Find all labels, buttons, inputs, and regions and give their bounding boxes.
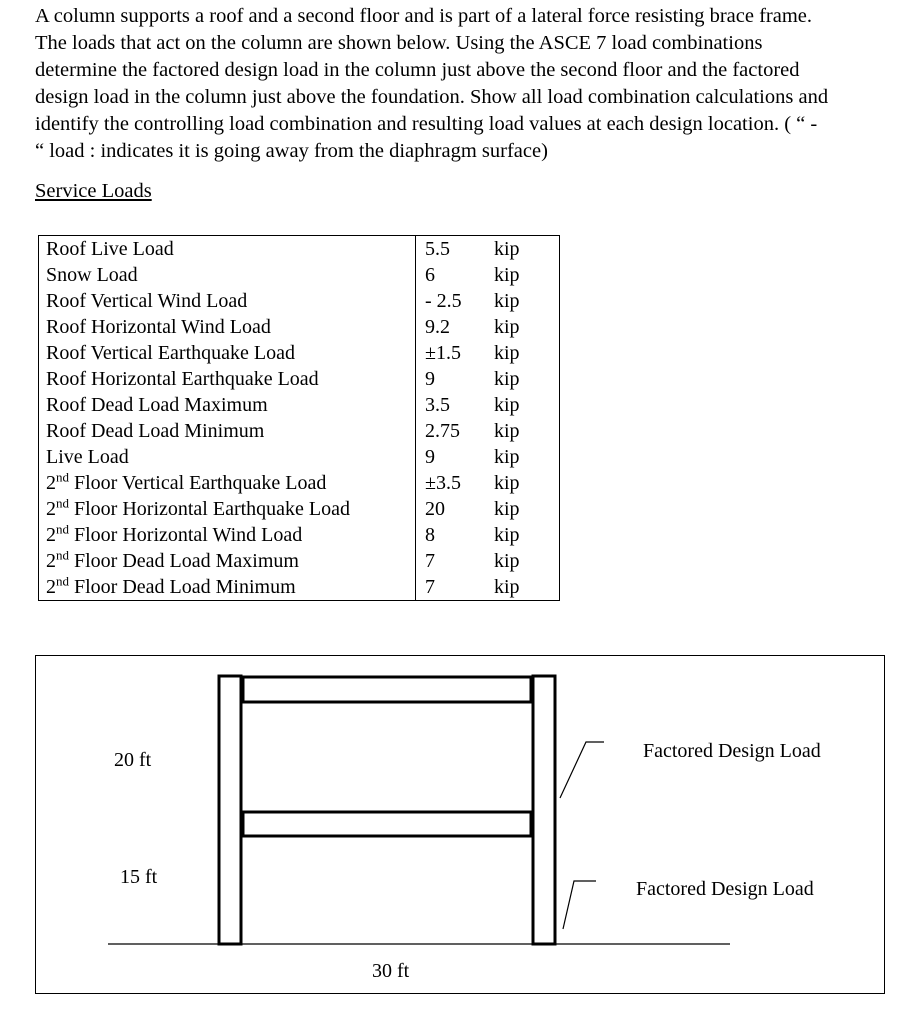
load-unit: kip: [494, 470, 560, 496]
table-row: [39, 236, 560, 263]
table-row: [39, 262, 560, 288]
problem-line-6: “ load : indicates it is going away from the diaphragm surface): [35, 140, 548, 162]
load-name: Roof Vertical Earthquake Load: [39, 340, 416, 366]
load-value: 9.2: [416, 314, 495, 340]
load-name: 2nd Floor Horizontal Earthquake Load: [39, 496, 416, 522]
load-unit: kip: [494, 392, 560, 418]
problem-statement: [35, 3, 905, 165]
upper-callout-label: Factored Design Load: [643, 740, 821, 762]
table-row: [39, 522, 560, 548]
load-name: Roof Dead Load Maximum: [39, 392, 416, 418]
table-row: [39, 314, 560, 340]
load-name: Live Load: [39, 444, 416, 470]
load-name: 2nd Floor Vertical Earthquake Load: [39, 470, 416, 496]
problem-line-2: The loads that act on the column are shown below. Using the ASCE 7 load combinations: [35, 32, 763, 54]
load-name: Snow Load: [39, 262, 416, 288]
load-unit: kip: [494, 574, 560, 601]
load-name: 2nd Floor Horizontal Wind Load: [39, 522, 416, 548]
load-value: 5.5: [416, 236, 495, 263]
upper-height-label: 20 ft: [114, 749, 152, 771]
load-unit: kip: [494, 548, 560, 574]
service-loads-title: Service Loads: [35, 180, 152, 202]
table-row: [39, 548, 560, 574]
load-name: 2nd Floor Dead Load Minimum: [39, 574, 416, 601]
lower-callout-leader: [563, 881, 596, 929]
load-value: 3.5: [416, 392, 495, 418]
table-row: [39, 392, 560, 418]
table-row: [39, 288, 560, 314]
load-value: ±3.5: [416, 470, 495, 496]
load-value: 9: [416, 444, 495, 470]
load-unit: kip: [494, 522, 560, 548]
load-unit: kip: [494, 444, 560, 470]
load-name: Roof Dead Load Minimum: [39, 418, 416, 444]
load-name: Roof Horizontal Wind Load: [39, 314, 416, 340]
load-name: Roof Live Load: [39, 236, 416, 263]
table-row: [39, 340, 560, 366]
frame-diagram: [35, 655, 885, 994]
left-column: [219, 676, 241, 944]
lower-callout-label: Factored Design Load: [636, 878, 814, 900]
table-row: [39, 496, 560, 522]
lower-height-label: 15 ft: [120, 866, 158, 888]
load-unit: kip: [494, 496, 560, 522]
span-label: 30 ft: [372, 960, 410, 982]
upper-callout-leader: [560, 742, 604, 798]
load-unit: kip: [494, 236, 560, 263]
load-unit: kip: [494, 418, 560, 444]
table-row: [39, 444, 560, 470]
roof-beam: [243, 677, 531, 702]
problem-line-1: A column supports a roof and a second floor and is part of a lateral force resisting brace frame.: [35, 5, 813, 27]
right-column: [533, 676, 555, 944]
load-value: 20: [416, 496, 495, 522]
table-row: [39, 470, 560, 496]
load-value: ±1.5: [416, 340, 495, 366]
load-value: 2.75: [416, 418, 495, 444]
load-unit: kip: [494, 262, 560, 288]
second-floor-beam: [243, 812, 531, 836]
table-row: [39, 574, 560, 601]
table-row: [39, 366, 560, 392]
load-name: Roof Horizontal Earthquake Load: [39, 366, 416, 392]
load-unit: kip: [494, 340, 560, 366]
load-unit: kip: [494, 314, 560, 340]
load-value: 7: [416, 548, 495, 574]
load-name: Roof Vertical Wind Load: [39, 288, 416, 314]
load-unit: kip: [494, 366, 560, 392]
service-loads-table: [38, 235, 560, 601]
problem-line-3: determine the factored design load in the column just above the second floor and the factored: [35, 59, 800, 81]
frame-drawing: [36, 656, 886, 995]
load-value: - 2.5: [416, 288, 495, 314]
table-row: [39, 418, 560, 444]
load-value: 6: [416, 262, 495, 288]
problem-line-5: identify the controlling load combination and resulting load values at each design location. ( “ -: [35, 113, 818, 135]
problem-line-4: design load in the column just above the foundation. Show all load combination calculations and: [35, 86, 829, 108]
load-name: 2nd Floor Dead Load Maximum: [39, 548, 416, 574]
load-value: 8: [416, 522, 495, 548]
load-value: 7: [416, 574, 495, 601]
load-value: 9: [416, 366, 495, 392]
load-unit: kip: [494, 288, 560, 314]
